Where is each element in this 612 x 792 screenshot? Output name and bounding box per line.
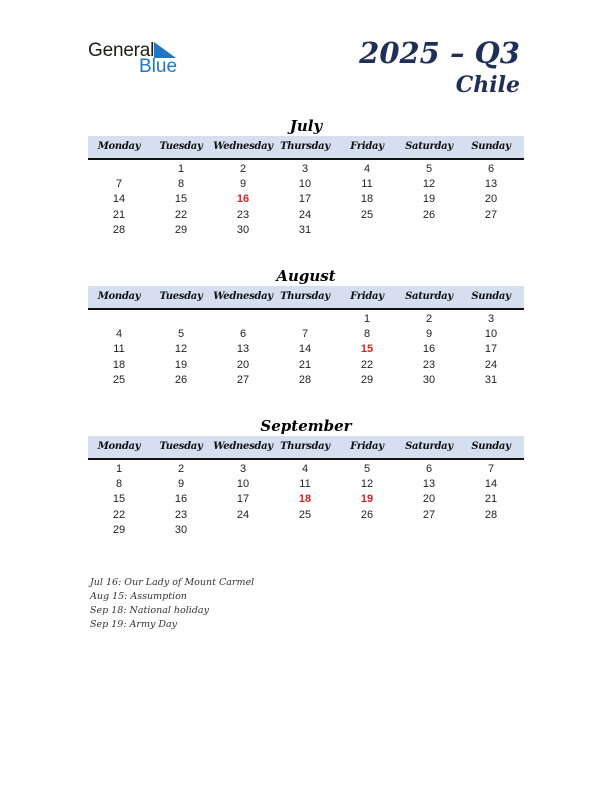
week-row [88, 162, 524, 177]
day-cell: 6 [425, 463, 433, 475]
day-cell: 20 [484, 193, 498, 206]
day-cell: 5 [177, 328, 185, 341]
day-cell: 2 [425, 313, 433, 325]
day-cell: 5 [425, 163, 433, 175]
day-cell: 2 [239, 163, 247, 175]
month-september [88, 416, 524, 538]
day-cell: 27 [484, 208, 498, 221]
week-row [88, 492, 524, 507]
week-row [88, 373, 524, 388]
day-cell: 2 [177, 463, 185, 475]
weekday-label: Saturday [405, 291, 453, 302]
weekday-label: Tuesday [159, 141, 203, 152]
day-cell: 9 [239, 178, 247, 191]
quarter-title: 2025 – Q3 [359, 36, 520, 70]
holiday-note: Jul 16: Our Lady of Mount Carmel [90, 577, 255, 588]
day-cell: 31 [484, 373, 498, 386]
day-cell: 18 [298, 493, 312, 506]
day-cell [398, 523, 460, 538]
holiday-note: Aug 15: Assumption [90, 591, 187, 602]
weekday-label: Thursday [280, 441, 330, 452]
day-cell [336, 523, 398, 538]
day-cell [274, 523, 336, 538]
day-cell: 19 [360, 493, 374, 506]
day-cell: 26 [360, 508, 374, 521]
day-cell: 12 [174, 343, 188, 356]
logo-text-general: General [88, 40, 155, 61]
day-cell: 17 [236, 493, 250, 506]
day-cell: 5 [363, 463, 371, 475]
day-cell: 23 [422, 358, 436, 371]
holiday-note: Sep 18: National holiday [90, 605, 209, 616]
day-cell: 1 [177, 163, 185, 175]
holiday-notes [90, 576, 254, 632]
day-cell [150, 312, 212, 327]
day-cell: 3 [239, 463, 247, 475]
weekday-header [88, 286, 524, 310]
weekday-label: Sunday [471, 141, 511, 152]
day-cell: 25 [298, 508, 312, 521]
week-row [88, 327, 524, 342]
week-row [88, 223, 524, 238]
day-grid [88, 160, 524, 238]
day-cell: 17 [484, 343, 498, 356]
day-cell [88, 312, 150, 327]
day-cell [336, 223, 398, 238]
day-cell: 8 [363, 328, 371, 341]
weekday-label: Sunday [471, 291, 511, 302]
weekday-label: Monday [97, 291, 141, 302]
day-cell: 12 [422, 178, 436, 191]
day-cell: 18 [360, 193, 374, 206]
weekday-label: Monday [97, 141, 141, 152]
week-row [88, 208, 524, 223]
week-row [88, 192, 524, 207]
day-cell: 6 [239, 328, 247, 341]
day-cell: 23 [236, 208, 250, 221]
day-cell: 22 [174, 208, 188, 221]
day-cell: 4 [115, 328, 123, 341]
weekday-label: Tuesday [159, 291, 203, 302]
day-cell: 17 [298, 193, 312, 206]
day-cell: 15 [174, 193, 188, 206]
day-cell: 28 [484, 508, 498, 521]
weekday-label: Wednesday [213, 141, 273, 152]
day-cell: 29 [174, 223, 188, 236]
day-cell: 4 [301, 463, 309, 475]
holiday-note: Sep 19: Army Day [90, 619, 177, 630]
day-cell: 14 [112, 193, 126, 206]
day-cell: 7 [115, 178, 123, 191]
day-cell: 16 [236, 193, 250, 206]
day-cell: 3 [487, 313, 495, 325]
week-row [88, 358, 524, 373]
day-cell: 7 [487, 463, 495, 475]
day-cell: 28 [298, 373, 312, 386]
day-cell: 15 [360, 343, 374, 356]
day-cell: 10 [298, 178, 312, 191]
day-cell: 11 [361, 178, 373, 191]
day-cell: 1 [115, 463, 123, 475]
weekday-label: Friday [350, 441, 384, 452]
day-cell [398, 223, 460, 238]
day-cell [274, 312, 336, 327]
day-cell: 4 [363, 163, 371, 175]
weekday-label: Friday [350, 141, 384, 152]
weekday-label: Monday [97, 441, 141, 452]
weekday-header [88, 136, 524, 160]
day-cell: 20 [422, 493, 436, 506]
day-cell [460, 223, 522, 238]
day-cell: 26 [174, 373, 188, 386]
week-row [88, 177, 524, 192]
day-cell: 21 [484, 493, 498, 506]
day-cell: 21 [298, 358, 312, 371]
weekday-label: Wednesday [213, 291, 273, 302]
logo-text-blue: Blue [139, 56, 178, 77]
day-cell: 11 [113, 343, 125, 356]
day-cell: 14 [484, 478, 498, 491]
weekday-label: Thursday [280, 291, 330, 302]
day-cell: 9 [177, 478, 185, 491]
day-cell: 13 [236, 343, 250, 356]
day-cell: 8 [177, 178, 185, 191]
logo [88, 40, 188, 80]
day-cell: 9 [425, 328, 433, 341]
day-cell: 15 [112, 493, 126, 506]
day-cell [212, 312, 274, 327]
day-cell: 10 [236, 478, 250, 491]
day-cell: 16 [422, 343, 436, 356]
day-cell [460, 523, 522, 538]
day-cell: 26 [422, 208, 436, 221]
weekday-label: Thursday [280, 141, 330, 152]
day-cell: 24 [236, 508, 250, 521]
month-name: September [260, 417, 352, 435]
day-cell: 1 [363, 313, 371, 325]
day-cell: 13 [422, 478, 436, 491]
week-row [88, 508, 524, 523]
day-cell: 23 [174, 508, 188, 521]
weekday-label: Tuesday [159, 441, 203, 452]
day-cell: 13 [484, 178, 498, 191]
day-cell: 3 [301, 163, 309, 175]
day-cell [88, 162, 150, 177]
month-name: August [276, 267, 336, 285]
day-cell: 20 [236, 358, 250, 371]
weekday-label: Wednesday [213, 441, 273, 452]
weekday-label: Friday [350, 291, 384, 302]
day-cell: 8 [115, 478, 123, 491]
day-cell: 31 [298, 223, 312, 236]
day-grid [88, 460, 524, 538]
day-cell: 28 [112, 223, 126, 236]
day-cell: 12 [360, 478, 374, 491]
day-cell [212, 523, 274, 538]
day-cell: 16 [174, 493, 188, 506]
weekday-label: Saturday [405, 141, 453, 152]
month-july [88, 116, 524, 238]
week-row [88, 523, 524, 538]
day-cell: 30 [422, 373, 436, 386]
day-cell: 29 [112, 523, 126, 536]
day-cell: 30 [174, 523, 188, 536]
day-cell: 21 [112, 208, 126, 221]
day-cell: 19 [422, 193, 436, 206]
day-cell: 30 [236, 223, 250, 236]
month-august [88, 266, 524, 388]
weekday-label: Sunday [471, 441, 511, 452]
week-row [88, 477, 524, 492]
day-grid [88, 310, 524, 388]
page-title [359, 36, 520, 100]
day-cell: 10 [484, 328, 498, 341]
week-row [88, 312, 524, 327]
country-title: Chile [455, 72, 520, 98]
weekday-label: Saturday [405, 441, 453, 452]
day-cell: 22 [360, 358, 374, 371]
day-cell: 18 [112, 358, 126, 371]
day-cell: 29 [360, 373, 374, 386]
day-cell: 6 [487, 163, 495, 175]
day-cell: 14 [298, 343, 312, 356]
day-cell: 22 [112, 508, 126, 521]
weekday-header [88, 436, 524, 460]
day-cell: 11 [299, 478, 311, 491]
month-name: July [289, 117, 323, 135]
day-cell: 24 [298, 208, 312, 221]
day-cell: 27 [236, 373, 250, 386]
day-cell: 24 [484, 358, 498, 371]
day-cell: 25 [360, 208, 374, 221]
day-cell: 19 [174, 358, 188, 371]
day-cell: 27 [422, 508, 436, 521]
day-cell: 7 [301, 328, 309, 341]
day-cell: 25 [112, 373, 126, 386]
week-row [88, 342, 524, 357]
week-row [88, 462, 524, 477]
